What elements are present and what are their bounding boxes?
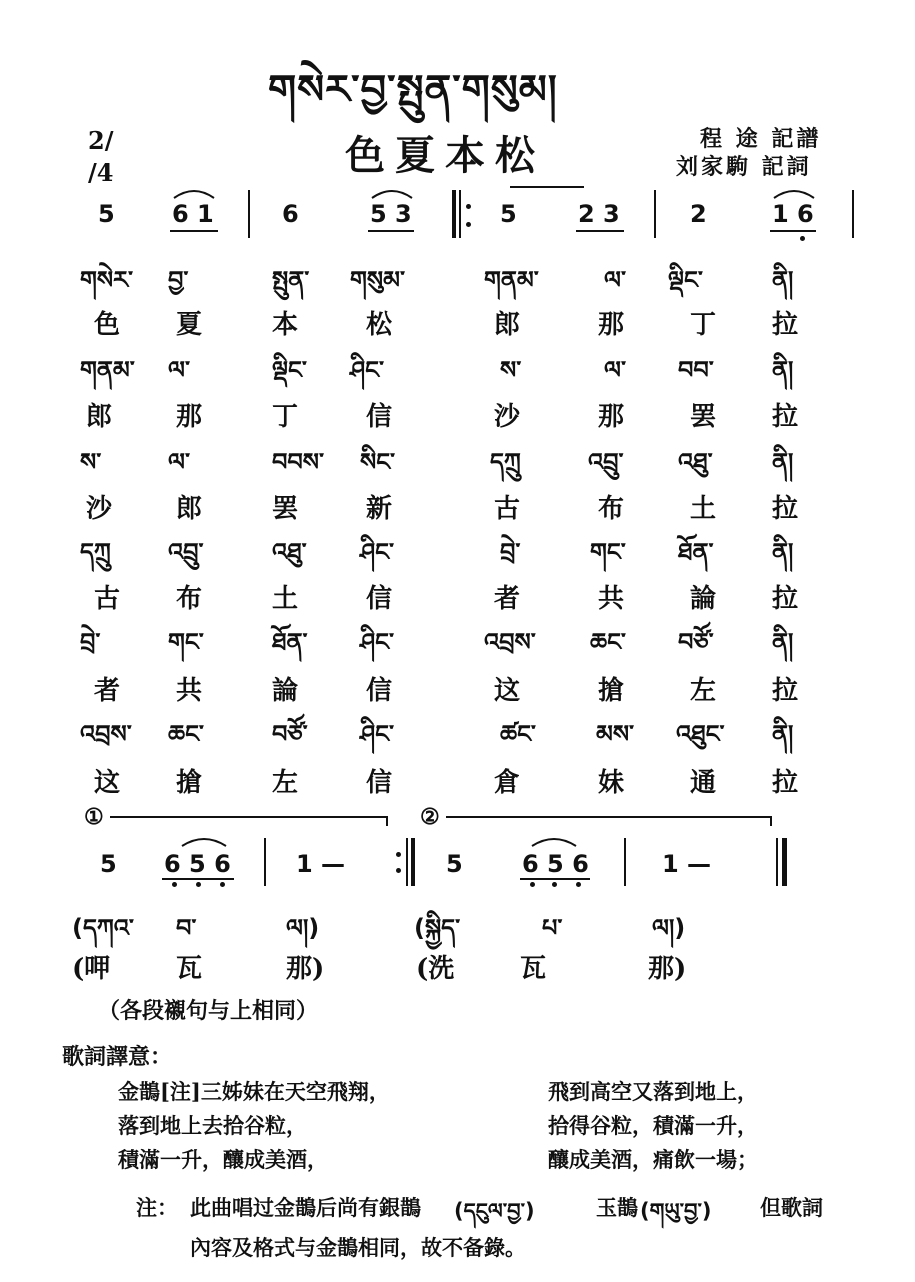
tibetan-syllable: བཙོ་ [272,720,308,748]
beam [170,230,218,232]
slur [370,186,414,200]
chinese-syllable: 沙 [494,402,521,432]
tie-line [510,186,584,188]
credit-lyrics: 刘家駒 記詞 [676,154,812,180]
chinese-syllable: (呷 [72,954,111,984]
tibetan-syllable: ཤིང་ [360,628,395,656]
tibetan-syllable: ལ།) [286,914,320,942]
tibetan-syllable: (དཀའ་ [72,914,134,942]
chinese-syllable: 倉 [494,768,521,798]
note: 6 [282,200,299,228]
chinese-syllable: 沙 [86,494,113,524]
chinese-syllable: 那 [176,402,203,432]
chinese-syllable: 信 [366,584,393,614]
volta-1-number: ① [84,804,104,830]
tibetan-syllable: པ་ [542,914,563,942]
translation-line: 金鵲[注]三姊妹在天空飛翔， [118,1079,390,1104]
note-group: 1 6 [772,200,814,228]
chinese-syllable: 論 [690,584,717,614]
low-octave-dot [172,882,177,887]
volta-1-bracket-end [386,816,388,826]
chinese-syllable: 左 [272,768,299,798]
barline [852,190,854,238]
chinese-syllable: 瓦 [520,954,547,984]
chinese-syllable: 古 [494,494,521,524]
tibetan-syllable: (སྐྱིད་ [414,914,461,942]
tibetan-syllable: བབས་ [272,448,325,476]
chinese-syllable: 拉 [772,402,799,432]
note: 5 [98,200,115,228]
tibetan-syllable: ཤིང་ [360,538,395,566]
translation-heading: 歌詞譯意： [62,1044,173,1070]
tibetan-syllable: ཚང་ [500,720,536,748]
chinese-syllable: 丁 [272,402,299,432]
repeat-dot [396,852,401,857]
beam [520,878,590,880]
final-barline-thick [782,838,787,886]
chinese-syllable: 松 [366,310,393,340]
tibetan-syllable: འབྲས་ [80,720,132,748]
tibetan-syllable: གསུམ་ [350,266,405,294]
tibetan-syllable: ས་ [500,356,522,384]
chinese-syllable: 罢 [690,402,717,432]
tibetan-syllable: ཆང་ [590,628,626,656]
tibetan-syllable: ཤིང་ [360,720,395,748]
tibetan-syllable: བཙོ་ [678,628,714,656]
chinese-syllable: 搶 [598,676,625,706]
repeat-dot [396,868,401,873]
chinese-syllable: 土 [272,584,299,614]
chinese-syllable: 这 [94,768,121,798]
note-group: 6 5 6 [164,850,231,878]
tibetan-syllable: བྲེ་ [500,538,521,566]
tibetan-syllable: ནི། [772,538,794,566]
note: 2 [690,200,707,228]
note-sustained: 1 — [296,850,346,878]
tibetan-syllable: གནམ་ [484,266,539,294]
tibetan-syllable: དཀྲུ [490,448,521,476]
chinese-syllable: 布 [598,494,625,524]
chinese-syllable: 左 [690,676,717,706]
chinese-syllable: 妹 [598,768,625,798]
tibetan-syllable: སིང་ [360,448,396,476]
chinese-syllable: 土 [690,494,717,524]
chinese-syllable: 拉 [772,494,799,524]
credit-notation: 程 途 記譜 [700,126,822,152]
footnote-text: 內容及格式与金鵲相同，故不备錄。 [190,1235,526,1260]
note-group: 6 1 [172,200,214,228]
translation-line: 釀成美酒，痛飲一場； [548,1147,758,1172]
final-barline-thin [776,838,778,886]
chinese-syllable: 信 [366,768,393,798]
chinese-syllable: 古 [94,584,121,614]
tibetan-syllable: ནི། [772,720,794,748]
tibetan-syllable: དཀྲུ [80,538,111,566]
tibetan-syllable: ནི། [772,266,794,294]
chinese-syllable: (洗 [416,954,455,984]
low-octave-dot [552,882,557,887]
tibetan-syllable: གནམ་ [80,356,135,384]
tibetan-syllable: ལ་ [604,356,626,384]
repeat-barline [411,838,415,886]
note: 5 [500,200,517,228]
slur [172,186,216,200]
tibetan-syllable: འཐུ་ [678,448,713,476]
tibetan-syllable: འབྲས་ [484,628,536,656]
slur [530,834,578,848]
chinese-syllable: 郎 [176,494,203,524]
tibetan-syllable: ལྡིང་ [272,356,307,384]
tibetan-syllable: ཤིང་ [350,356,385,384]
tibetan-syllable: འཐུ་ [272,538,307,566]
chinese-syllable: 布 [176,584,203,614]
chinese-syllable: 那 [598,310,625,340]
tibetan-syllable: བབ་ [678,356,714,384]
chinese-syllable: 新 [366,494,393,524]
chinese-syllable: 郎 [86,402,113,432]
chinese-syllable: 搶 [176,768,203,798]
translation-line: 飛到高空又落到地上， [548,1079,758,1104]
volta-2-number: ② [420,804,440,830]
footnote-tibetan: (གཡུ་བྱ་) [640,1199,712,1223]
chinese-syllable: 信 [366,676,393,706]
barline [624,838,626,886]
low-octave-dot [800,236,805,241]
barline [654,190,656,238]
slur [772,186,816,200]
chinese-syllable: 拉 [772,584,799,614]
barline [264,838,266,886]
low-octave-dot [196,882,201,887]
footnote-text: 此曲唱过金鵲后尚有銀鵲 [190,1195,421,1220]
tibetan-syllable: གང་ [168,628,204,656]
tibetan-syllable: ནི། [772,628,794,656]
tibetan-syllable: མས་ [596,720,635,748]
tibetan-syllable: ལ་ [168,448,190,476]
chinese-syllable: 拉 [772,310,799,340]
chinese-syllable: 色 [94,310,121,340]
note-group: 2 3 [578,200,620,228]
note: 5 [446,850,463,878]
refrain-note: （各段襯句与上相同） [98,998,319,1024]
tibetan-syllable: ལ་ [604,266,626,294]
translation-line: 落到地上去拾谷粒， [118,1113,307,1138]
tibetan-syllable: འབྲུ་ [588,448,624,476]
tibetan-title: གསེར་བྱ་སྤུན་གསུམ། [268,67,558,113]
tibetan-syllable: བ་ [176,914,197,942]
footnote-label: 注： [136,1195,178,1220]
tibetan-syllable: གང་ [590,538,626,566]
chinese-syllable: 論 [272,676,299,706]
tibetan-syllable: ལ་ [168,356,190,384]
tibetan-syllable: བྲེ་ [80,628,101,656]
footnote-text: 玉鵲 [596,1195,638,1220]
tibetan-syllable: བྱ་ [168,266,189,294]
chinese-syllable: 本 [272,310,299,340]
chinese-syllable: 丁 [690,310,717,340]
beam [576,230,624,232]
beam [162,878,234,880]
repeat-barline-thin [459,190,461,238]
footnote-text: 但歌詞 [760,1195,823,1220]
tibetan-syllable: ཐོན་ [678,538,714,566]
volta-1-bracket [110,816,388,818]
note-group: 5 3 [370,200,412,228]
chinese-syllable: 者 [94,676,121,706]
chinese-syllable: 那) [648,954,687,984]
footnote-tibetan: (དངུལ་བྱ་) [454,1199,535,1223]
translation-line: 拾得谷粒，積滿一升， [548,1113,758,1138]
low-octave-dot [220,882,225,887]
tibetan-syllable: གསེར་ [80,266,134,294]
beam [770,230,816,232]
tibetan-syllable: ནི། [772,448,794,476]
chinese-syllable: 那) [286,954,325,984]
tibetan-syllable: ཆང་ [168,720,204,748]
low-octave-dot [530,882,535,887]
chinese-syllable: 拉 [772,768,799,798]
tibetan-syllable: སྤུན་ [272,266,310,294]
low-octave-dot [576,882,581,887]
chinese-syllable: 拉 [772,676,799,706]
volta-2-bracket [446,816,772,818]
chinese-syllable: 这 [494,676,521,706]
beam [368,230,414,232]
note-group: 6 5 6 [522,850,589,878]
chinese-syllable: 共 [598,584,625,614]
chinese-syllable: 通 [690,768,717,798]
tibetan-syllable: ཐོན་ [272,628,308,656]
chinese-syllable: 瓦 [176,954,203,984]
repeat-dot [466,222,471,227]
repeat-barline [452,190,456,238]
tibetan-syllable: ས་ [80,448,102,476]
chinese-syllable: 夏 [176,310,203,340]
translation-line: 積滿一升，釀成美酒， [118,1147,328,1172]
chinese-syllable: 信 [366,402,393,432]
note-sustained: 1 — [662,850,712,878]
tibetan-syllable: འཐུང་ [676,720,725,748]
chinese-syllable: 罢 [272,494,299,524]
time-signature-bottom: /4 [88,158,114,187]
volta-2-bracket-end [770,816,772,826]
slur [180,834,228,848]
chinese-syllable: 者 [494,584,521,614]
repeat-barline-thin [406,838,408,886]
chinese-syllable: 郎 [494,310,521,340]
tibetan-syllable: ལ།) [652,914,686,942]
repeat-dot [466,204,471,209]
note: 5 [100,850,117,878]
song-title: 色夏本松 [345,132,545,179]
barline [248,190,250,238]
time-signature-top: 2/ [88,126,114,155]
tibetan-syllable: འབྲུ་ [168,538,204,566]
chinese-syllable: 那 [598,402,625,432]
tibetan-syllable: ནི། [772,356,794,384]
tibetan-syllable: ལྡིང་ [668,266,703,294]
chinese-syllable: 共 [176,676,203,706]
